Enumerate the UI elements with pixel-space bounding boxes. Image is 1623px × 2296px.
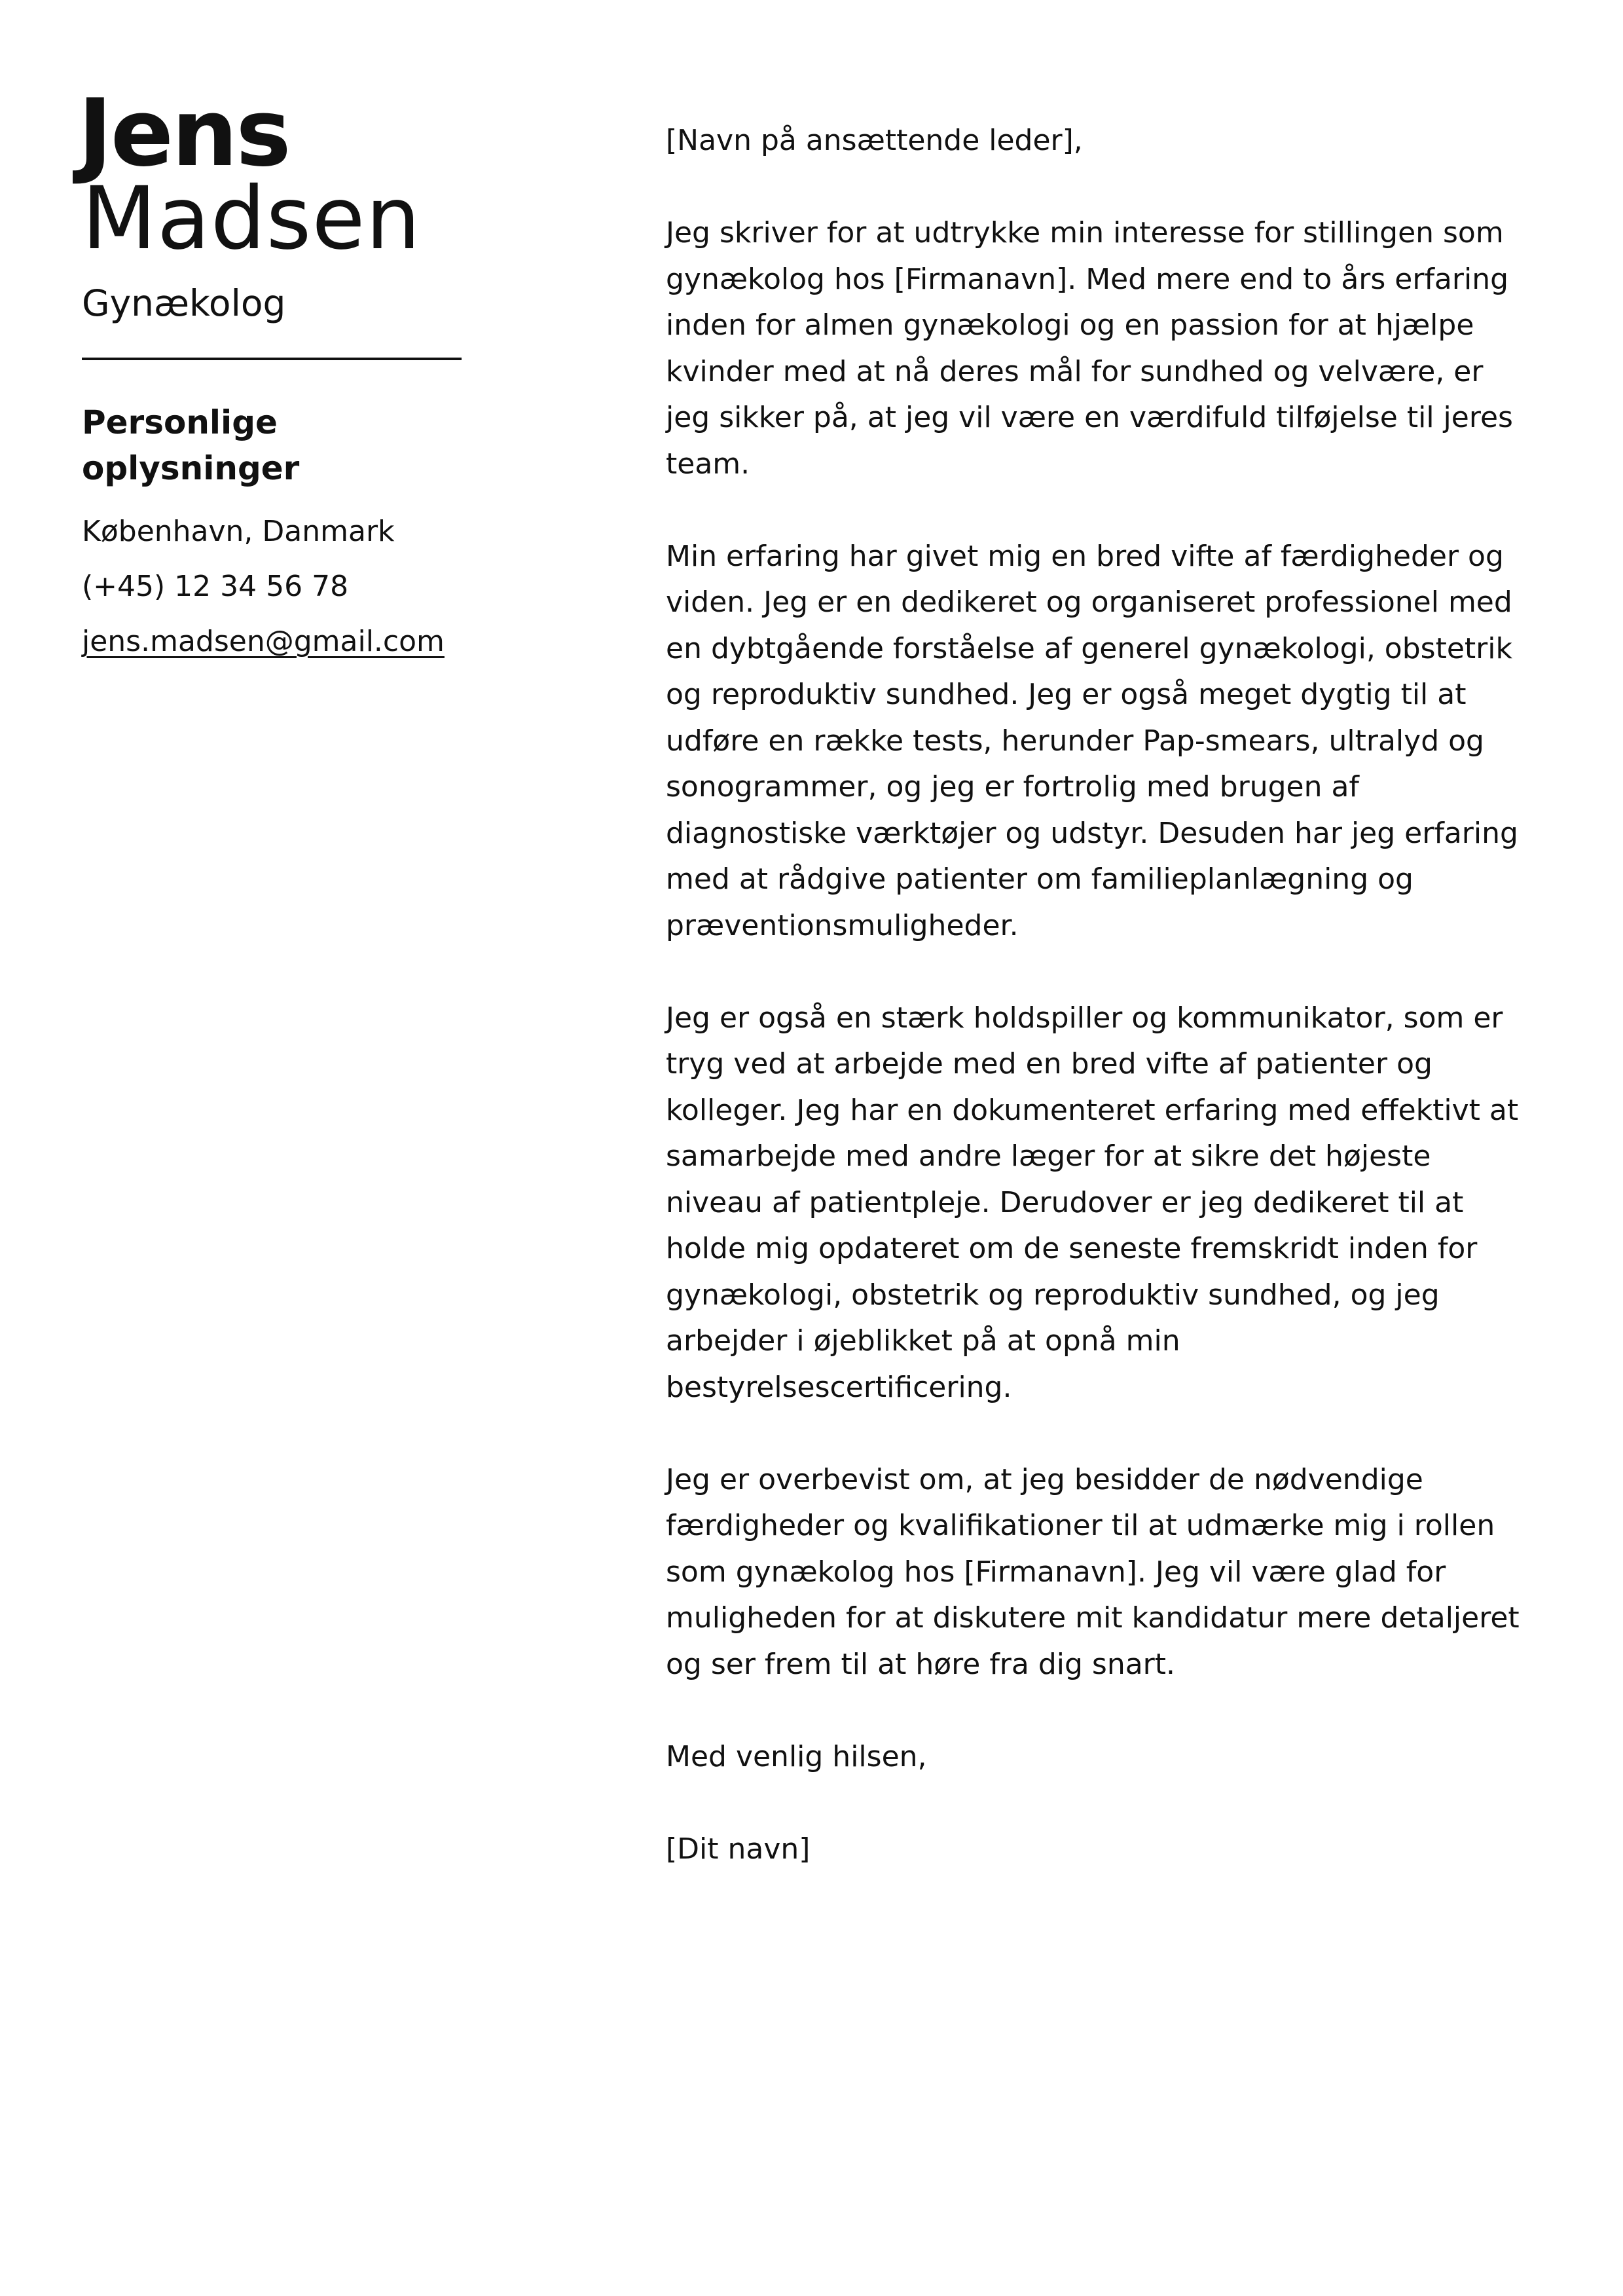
- letter-body: [666, 118, 1523, 1919]
- letter-paragraph: Min erfaring har givet mig en bred vifte af færdigheder og viden. Jeg er en dedikeret og organiseret professionel med en dybtgående forståelse af generel gynækologi, obstetrik og reproduktiv sundhed. Jeg er også meget dygtig til at udføre en række tests, herunder Pap-smears, ultralyd og sonogrammer, og jeg er fortrolig med brugen af diagnostiske værktøjer og udstyr. Desuden har jeg erfaring med at rådgive patienter om familieplanlægning og præventionsmuligheder.: [666, 539, 1518, 942]
- letter-paragraph: Jeg er overbevist om, at jeg besidder de nødvendige færdigheder og kvalifikationer til at udmærke mig i rollen som gynækolog hos [Firmanavn]. Jeg vil være glad for muligheden for at diskutere mit kandidatur mere detaljeret og ser frem til at høre fra dig snart.: [666, 1462, 1520, 1681]
- letter-salutation: [Navn på ansættende leder],: [666, 124, 1083, 157]
- divider: [82, 358, 462, 360]
- location-text: København, Danmark: [82, 515, 395, 548]
- letter-paragraph: Jeg er også en stærk holdspiller og kommunikator, som er tryg ved at arbejde med en bred vifte af patienter og kolleger. Jeg har en dokumenteret erfaring med effektivt at samarbejde med andre læger for at sikre det højeste niveau af patientpleje. Derudover er jeg dedikeret til at holde mig opdateret om de seneste fremskridt inden for gynækologi, obstetrik og reproduktiv sundhed, og jeg arbejder i øjeblikket på at opnå min bestyrelsescertificering.: [666, 1001, 1519, 1404]
- letter-signature: [Dit navn]: [666, 1832, 811, 1866]
- first-name: Jens: [78, 79, 289, 187]
- sidebar: [78, 79, 475, 660]
- letter-closing: Med venlig hilsen,: [666, 1739, 927, 1773]
- personal-info-heading: Personlige oplysninger: [82, 403, 300, 487]
- job-title: Gynækolog: [82, 282, 286, 324]
- last-name: Madsen: [82, 168, 422, 269]
- letter-paragraph: Jeg skriver for at udtrykke min interesse for stillingen som gynækolog hos [Firmanavn]. Med mere end to års erfaring inden for almen gynækologi og en passion for at hjælpe kvinder med at nå deres mål for sundhed og velvære, er jeg sikker på, at jeg vil være en værdifuld tilføjelse til jeres team.: [666, 216, 1513, 481]
- email-link[interactable]: jens.madsen@gmail.com: [82, 625, 445, 658]
- phone-text: (+45) 12 34 56 78: [82, 570, 349, 603]
